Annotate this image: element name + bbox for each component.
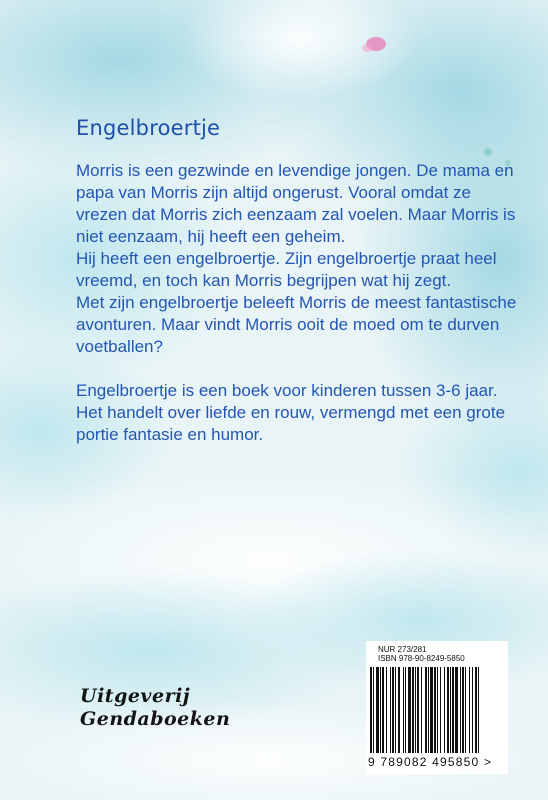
barcode-bars xyxy=(370,667,504,753)
book-title: Engelbroertje xyxy=(76,116,221,140)
description-paragraph: Het handelt over liefde en rouw, vermengd met een grote portie fantasie en humor. xyxy=(76,403,506,444)
description-paragraph: Morris is een gezwinde en levendige jongen. De mama en papa van Morris zijn altijd ongerust. Vooral omdat ze vrezen dat Morris zich eenzaam zal voelen. Maar Morris is niet eenzaam, hij heeft een geheim. xyxy=(76,161,516,246)
description-paragraph: Met zijn engelbroertje beleeft Morris de meest fantastische avonturen. Maar vindt Morris ooit de moed om te durven voetballen? xyxy=(76,293,517,356)
isbn-barcode xyxy=(366,641,508,774)
publisher-logo-line: Gendaboeken xyxy=(80,708,231,730)
book-description xyxy=(76,160,526,446)
description-paragraph: Engelbroertje is een boek voor kinderen tussen 3-6 jaar. xyxy=(76,381,498,400)
barcode-digits: 9 789082 495850 > xyxy=(368,755,493,769)
nur-code: NUR 273/281 xyxy=(378,645,427,654)
description-paragraph: Hij heeft een engelbroertje. Zijn engelbroertje praat heel vreemd, en toch kan Morris begrijpen wat hij zegt. xyxy=(76,249,497,290)
publisher-logo xyxy=(80,685,230,731)
isbn-number: ISBN 978-90-8249-5850 xyxy=(378,654,465,663)
publisher-logo-line: Uitgeverij xyxy=(80,685,191,707)
